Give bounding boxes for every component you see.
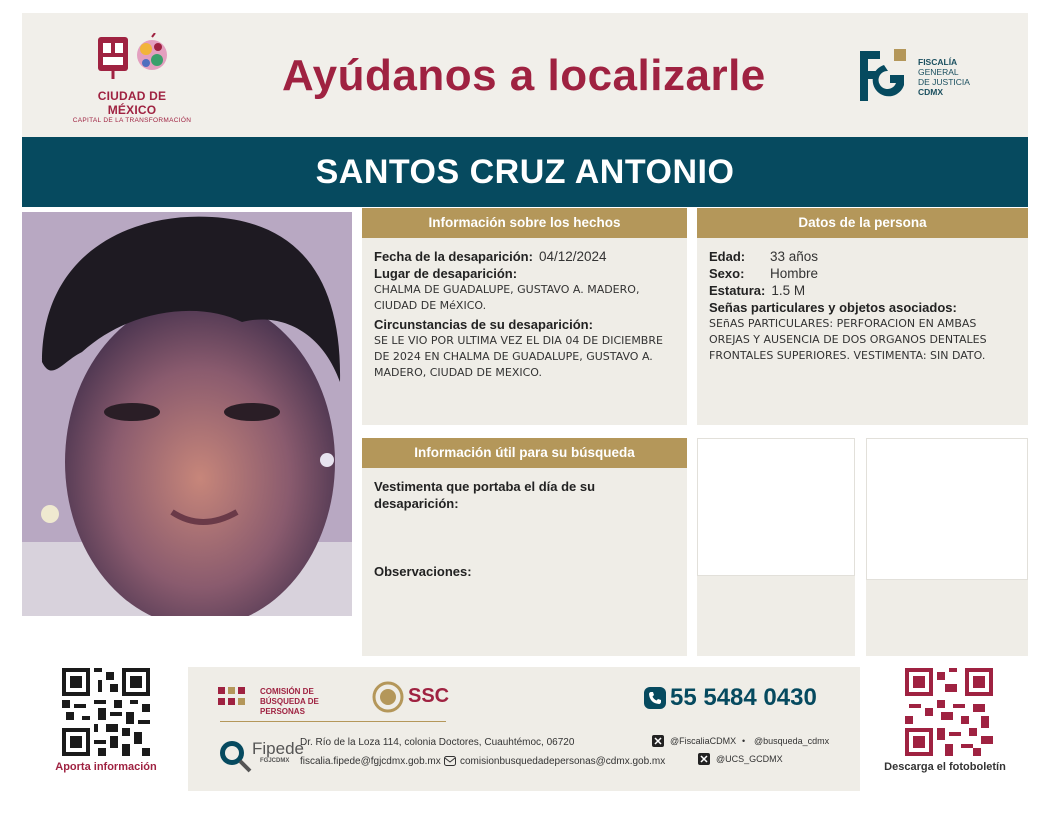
fgj-logo: [854, 45, 1004, 115]
fgj-emblem-icon: [854, 45, 912, 107]
fipede-subtext: FGJCDMX: [260, 758, 290, 764]
senas-value: SEñAS PARTICULARES: PERFORACION EN AMBAS OREJAS Y AUSENCIA DE DOS ORGANOS DENTALES FRONTALES SUPERIORES. VESTIMENTA: SIN DATO.: [709, 317, 987, 362]
busqueda-title: Información útil para su búsqueda: [362, 438, 687, 468]
person-portrait-icon: [22, 212, 352, 616]
hechos-panel: [362, 208, 687, 425]
sexo-label: Sexo:: [709, 266, 745, 281]
senas-label: Señas particulares y objetos asociados:: [709, 300, 957, 315]
cdmx-emblem-icon: [82, 33, 182, 85]
fecha-label: Fecha de la desaparición:: [374, 249, 533, 264]
person-photo: [22, 212, 352, 616]
x-social-icon: [652, 735, 664, 747]
social-busqueda[interactable]: @busqueda_cdmx: [754, 736, 830, 746]
fipede-text: Fipede: [252, 739, 304, 758]
email-fipede[interactable]: fiscalia.fipede@fgjcdmx.gob.mx: [300, 756, 441, 767]
edad-value: 33 años: [770, 249, 819, 264]
cdmx-logo-title: CIUDAD DE MÉXICO: [97, 89, 167, 117]
phone-icon: [644, 687, 666, 709]
lugar-label: Lugar de desaparición:: [374, 266, 518, 281]
extra-photo-slot-2: [866, 438, 1028, 656]
fecha-value: 04/12/2024: [538, 249, 607, 264]
phone-number[interactable]: 55 5484 0430: [670, 684, 817, 711]
cdmx-logo: [72, 33, 192, 123]
fgj-text-line4: CDMX: [918, 87, 944, 97]
qr-code-icon-right: [905, 668, 993, 756]
vestimenta-label: Vestimenta que portaba el día de su desaparición:: [374, 479, 596, 511]
footer-divider: [220, 721, 446, 722]
ssc-badge-icon: [372, 681, 404, 713]
fgj-text-line3: DE JUSTICIA: [918, 77, 970, 87]
fgj-text-line2: GENERAL: [918, 67, 959, 77]
contact-footer: [188, 667, 860, 791]
lugar-value: CHALMA DE GUADALUPE, GUSTAVO A. MADERO, CIUDAD DE MéXICO.: [374, 283, 640, 312]
qr-descarga-fotoboletin[interactable]: [905, 668, 993, 761]
hechos-title: Información sobre los hechos: [362, 208, 687, 238]
person-name: SANTOS CRUZ ANTONIO: [22, 137, 1028, 207]
social-fiscalia[interactable]: @FiscaliaCDMX: [670, 736, 737, 746]
cdmx-logo-subtitle: CAPITAL DE LA TRANSFORMACIÓN: [72, 117, 192, 124]
observaciones-label: Observaciones:: [374, 564, 472, 579]
datos-panel: [697, 208, 1028, 425]
fipede-logo-icon: [216, 737, 252, 773]
extra-photo-2: [866, 438, 1028, 580]
x-social-icon-2: [698, 753, 710, 765]
circ-label: Circunstancias de su desaparición:: [374, 317, 593, 332]
social-ucs[interactable]: @UCS_GCDMX: [716, 754, 783, 764]
page-headline: Ayúdanos a localizarle: [282, 51, 766, 100]
edad-label: Edad:: [709, 249, 746, 264]
email-icon: [444, 756, 456, 766]
ssc-text: SSC: [408, 685, 450, 707]
comision-logo-icon: [218, 685, 252, 711]
circ-value: SE LE VIO POR ULTIMA VEZ EL DIA 04 DE DICIEMBRE DE 2024 EN CHALMA DE GUADALUPE, GUSTAVO A. MADERO, CIUDAD DE MEXICO.: [374, 334, 663, 379]
qr-code-icon: [62, 668, 150, 756]
datos-title: Datos de la persona: [697, 208, 1028, 238]
busqueda-panel: [362, 438, 687, 656]
address-text: Dr. Río de la Loza 114, colonia Doctores, Cuauhtémoc, 06720: [300, 737, 575, 748]
extra-photo-slot-1: [697, 438, 855, 656]
fgj-text-line1: FISCALÍA: [918, 57, 958, 67]
header-band: [22, 13, 1028, 137]
sexo-value: Hombre: [770, 266, 819, 281]
estatura-value: 1.5 M: [771, 283, 806, 298]
comision-text: COMISIÓN DE BÚSQUEDA DE PERSONAS: [260, 687, 319, 716]
extra-photo-1: [697, 438, 855, 576]
qr-right-label: Descarga el fotoboletín: [884, 761, 1006, 773]
social-separator: •: [742, 736, 746, 746]
qr-left-label: Aporta información: [55, 761, 157, 773]
qr-aporta-informacion[interactable]: [62, 668, 150, 761]
email-comision[interactable]: comisionbusquedadepersonas@cdmx.gob.mx: [460, 756, 666, 767]
fgj-logo-text: [918, 57, 970, 97]
estatura-label: Estatura:: [709, 283, 766, 298]
